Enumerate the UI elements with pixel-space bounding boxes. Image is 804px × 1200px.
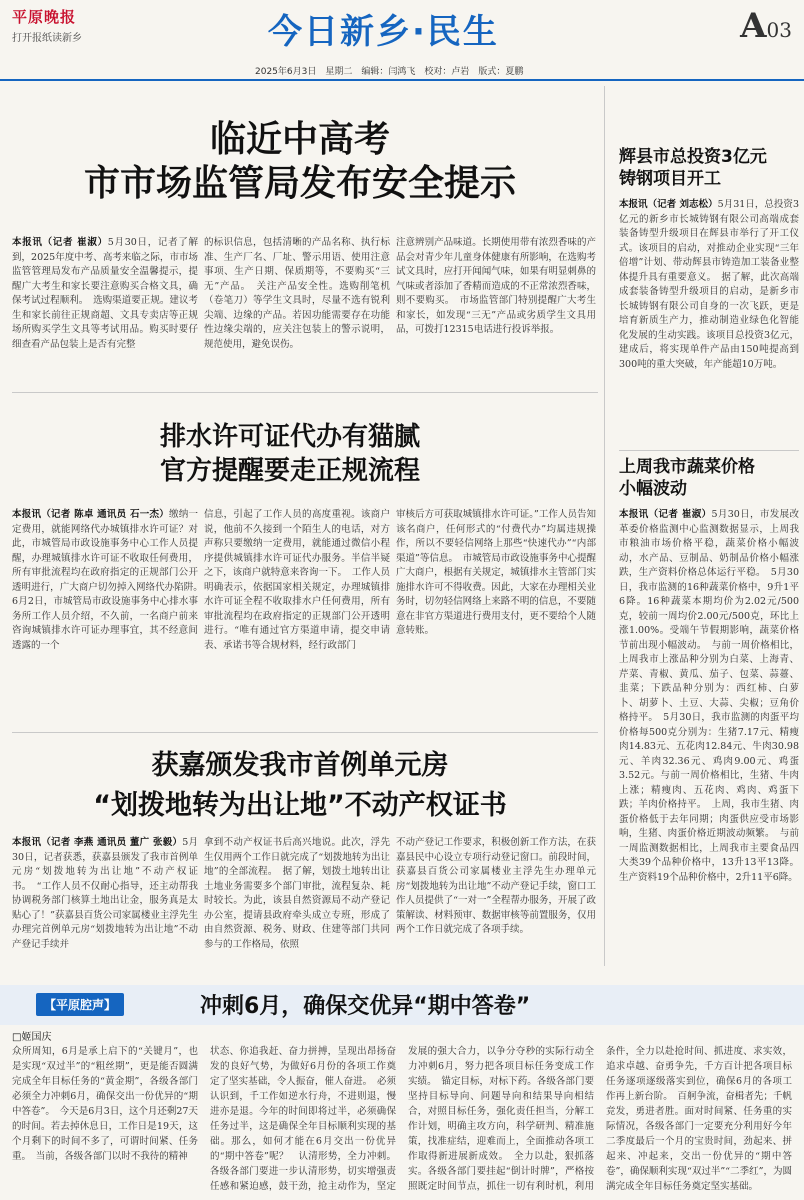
story3-headline-line2: “划拨地转为出让地”不动产权证书 — [93, 790, 507, 821]
story2-col1 — [12, 508, 198, 724]
story3-headline-line1: 获嘉颁发我市首例单元房 — [151, 750, 449, 781]
brand-name: 平原晚报 — [12, 8, 77, 26]
masthead — [0, 0, 804, 80]
story2-col1-text: 缴纳一定费用，就能网络代办城镇排水许可证？对此，市城管局市政设施事务中心工作人员提醒，办理城镇排水许可证不收取任何费用，所有审批流程均在政府指定的正规部门公开透明进行，广大商户切勿掉入网络代办陷阱。 6月2日，市城管局市政设施事务中心排水事务所工作人员介绍，不久前，一名商户前来咨询城镇排水许可证办理事宜，其不经意间透露的一个 — [12, 509, 198, 651]
page-letter: A — [740, 6, 767, 46]
right-sidebar — [604, 86, 804, 966]
sidebar-divider — [619, 450, 799, 451]
section-title: 今日新乡·民生 — [268, 12, 499, 52]
story1-col1-text: 5月30日，记者了解到，2025年度中考、高考来临之际，市市场监管管理局发布产品质量安全温馨提示，提醒广大考生和家长要注意购买合格文具，确保考试过程顺利。 选购渠道要正规。建议考生和家长前往正规商超、文具专卖店等正规场所购买学生文具等考试用品。购买时要仔细查看产品包装上是否有完整 — [12, 237, 198, 350]
side1-body-text: 5月31日，总投资3亿元的新乡市长城铸钢有限公司高端成套装备铸型升级项目在辉县市举行了开工仪式。该项目的启动，对推动企业实现“三年倍增”计划、带动辉县市铸造加工装备业整体提升具有重要意义。 据了解，此次高端成套装备铸型升级项目的启动，是新乡市长城铸钢有限公司自身的一次飞跃，更是培育新质生产力，推动制造业绿色化智能化发展的生动实践。该项目总投资3亿元，建成后，将实现单件产品由150吨提高到300吨的重大突破，年产能超10万吨。 — [619, 199, 799, 370]
side1-byline: 本报讯（记者 刘志松） — [619, 199, 718, 210]
story1-col1 — [12, 236, 198, 374]
divider-1 — [12, 392, 598, 393]
story3-col1 — [12, 836, 198, 974]
story2-col2: 信息，引起了工作人员的高度重视。该商户说，他前不久接到一个陌生人的电话，对方声称只要缴纳一定费用，就能通过微信小程序提供城镇排水许可证代办服务。半信半疑之下，该商户就特意来咨询一下。 工作人员明确表示，依据国家相关规定，办理城镇排水许可证全程不收取排水户任何费用，所有审批流程均在政府指定的正规部门公开透明进行。“唯有通过官方渠道申请，提交申请表、承诺书等合规材料，经行政部门 — [204, 509, 390, 651]
side1-body — [619, 198, 799, 444]
opinion-col1: 众所周知，6月是承上启下的“关键月”，也是实现“双过半”的“粗丝期”，更是能否圆满完成全年目标任务的“黄金期”，各级各部门必须全力冲刺6月，确保交出一份优异的“期中答卷”。 今天是6月3日，这个月还剩27天的时间。若去掉休息日，工作日是19天，这个月剩下的时间不多了，可谓时间紧、任务重。 当前，各级各部门以时不我待的精神 — [12, 1046, 198, 1162]
story1-col2: 的标识信息，包括清晰的产品名称、执行标准、生产厂名、厂址、警示用语、使用注意事项、生产日期、保质期等，不要购买“三无”产品。 关注产品安全性。选购削笔机（卷笔刀）等学生文具时，尽量不选有锐利尖端、边缘的产品。若因功能需要存在功能性边缘尖端的，应关注包装上的警示说明，规范使用，避免误伤。 — [204, 237, 390, 350]
side2-headline-line1: 上周我市蔬菜价格 — [619, 457, 755, 477]
story2-headline — [90, 420, 490, 488]
side1-headline — [619, 146, 767, 190]
opinion-col4: 条件，全力以赴抢时间、抓进度、求实效，追求卓越、奋勇争先，千方百计把各项目标任务逐项逐级落实到位，确保6月的各项工作再上新台阶。 百舸争流，奋楫者先；千帆竞发，勇进者胜。面对时间紧、任务重的实际情况，各级各部门一定要充分利用好今年二季度最后一个月的宝贵时间，劲起来、拼起来、冲起来，交出一份优异的“期中答卷”，确保顺利实现“双过半”“二季红”，为圆满完成全年目标任务奠定坚实基础。 — [606, 1046, 792, 1192]
story3-headline — [40, 746, 560, 826]
side2-body — [619, 508, 799, 958]
story1-byline: 本报讯（记者 崔淑） — [12, 237, 108, 248]
story2-col3: 审核后方可获取城镇排水许可证。”工作人员告知该名商户，任何形式的“付费代办”均属违规操作，所以不要轻信网络上那些“快速代办”“内部渠道”等信息。 市城管局市政设施事务中心提醒广大商户，根据有关规定，城镇排水主管部门实施排水许可不得收费。因此，大家在办理相关业务时，切勿轻信网络上来路不明的信息，不要随意在非官方渠道进行费用支付，更不要给个人随意转账。 — [396, 509, 596, 636]
side1-headline-line2: 铸钢项目开工 — [619, 169, 721, 189]
opinion-col2: 状态、你追我赶、奋力拼搏，呈现出昂扬奋发的良好气势，为做好6月份的各项工作奠定了坚实基础，令人振奋，催人奋进。 必须认识到，千工作如逆水行舟，不进则退，慢进亦是退。今年的时间即将过半，必须确保任务过半，这是确保全年目标顺利实现的基础。那么，如何才能在6月交出一份优异的“期中答卷”呢？ 认清形势，全力冲刺。各级各部门要进一步认清形势，切实增强责任感和紧迫感，鼓干劲，抢主动作为，坚定 — [210, 1046, 396, 1192]
column-logo: 【平原腔声】 — [36, 993, 124, 1016]
story2-headline-line1: 排水许可证代办有猫腻 — [159, 422, 420, 452]
side2-headline — [619, 456, 755, 500]
brand — [12, 6, 112, 44]
brand-slogan: 打开报纸读新乡 — [12, 33, 82, 44]
opinion-banner — [0, 985, 804, 1025]
side2-headline-line2: 小幅波动 — [619, 479, 687, 499]
opinion-author: □姬国庆 — [12, 1032, 52, 1043]
divider-2 — [12, 732, 598, 733]
issue-meta: 2025年6月3日 星期二 编辑：闫鸿飞 校对：卢岩 版式：夏鹏 — [255, 67, 524, 77]
side2-body-text: 5月30日，市发展改革委价格监测中心监测数据显示，上周我市粮油市场价格平稳，蔬菜价格小幅波动，水产品、豆制品、奶制品价格小幅涨跌，生产资料价格总体运行平稳。 5月30日，我市监测的16种蔬菜价格中，9升1平6降。16种蔬菜本期均价为2.02元/500克，较前一周均价2.00元/500克，环比上涨1.00%。受端午节假期影响，蔬菜价格节前出现小幅波动。 与前一周价格相比，上周我市上涨品种分别为白菜、上海青、芹菜、青椒、黄瓜、茄子、包菜、蒜薹、韭菜；下跌品种分别为：西红柿、白萝卜、胡萝卜、土豆、大蒜、尖椒；豆角价格持平。 5月30日，我市监测的肉蛋平均价格每500克分别为：生猪7.17元、精瘦肉14.83元、五花肉12.84元、牛肉30.98元、羊肉32.36元、鸡肉9.00元、鸡蛋3.52元。与前一周价格相比，生猪、牛肉上涨；精瘦肉、五花肉、鸡肉、鸡蛋下跌；羊肉价格持平。 上周，我市生猪、肉蛋价格低于去年同期；肉蛋供应受市场影响，生猪、肉蛋价格近期波动频繁。 与前一周监测数据相比，上周我市主要食品四大类39个品种价格中，13升13平13降。生产资料19个品种价格中，2升11平6降。 — [619, 509, 799, 883]
page-digits: 03 — [766, 18, 792, 42]
story1-headline-line2: 市市场监管局发布安全提示 — [83, 163, 516, 204]
opinion-col3: 发展的强大合力，以争分夺秒的实际行动全力冲刺6月，努力把各项目标任务变成工作实绩。 锚定目标，对标下药。各级各部门要坚持目标导向、问题导向和结果导向相结合，对照目标任务，强化责任担当，分解工作计划，明确主攻方向，科学研判、精准施策，找准症结，迎难而上，全面推动各项工作取得新进展新成效。 全力以赴，狠抓落实。各级各部门要挂起“倒计时牌”，严格按照既定时间节点，抓住一切有利时机，利用 — [408, 1046, 594, 1192]
side2-byline: 本报讯（记者 崔淑） — [619, 509, 712, 520]
page-number — [740, 6, 792, 46]
story3-col2: 拿到不动产权证书后高兴地说。此次，浮先生仅用两个工作日就完成了“划拨地转为出让地”的全部流程。 据了解，划拨土地转出让土地业务需要多个部门审批，流程复杂、耗时较长。为此，该县自然资源局不动产登记办公室，提请县政府牵头成立专班，形成了由自然资源、税务、财政、住建等部门共同参与的工作格局，依照 — [204, 837, 390, 950]
story3-col1-text: 5月30日，记者获悉，获嘉县颁发了我市首例单元房“划拨地转为出让地”不动产权证书。 “工作人员不仅耐心指导，还主动帮我协调税务部门核算土地出让金，服务真是太贴心了！”获嘉县百货公司家属楼业主浮先生办理完首例单元房“划拨地转为出让地”不动产登记手续并 — [12, 837, 198, 950]
story1-col3: 注意辨别产品味道。长期使用带有浓烈香味的产品会对青少年儿童身体健康有所影响，在选购考试文具时，应打开闻闻气味，如果有明显刺鼻的气味或者添加了香精而造成的不正常浓烈香味，则不要购买。 市场监管部门特别提醒广大考生和家长，如发现“三无”产品或劣质学生文具用品，可拨打12315电话进行投诉举报。 — [396, 237, 596, 335]
story1-headline — [60, 118, 540, 206]
opinion-headline: 冲刺6月，确保交优异“期中答卷” — [200, 994, 531, 1019]
story2-byline: 本报讯（记者 陈卓 通讯员 石一杰） — [12, 509, 169, 520]
side1-headline-line1: 辉县市总投资3亿元 — [619, 147, 767, 167]
masthead-rule — [0, 79, 804, 81]
story3-byline: 本报讯（记者 李燕 通讯员 董广 张毅） — [12, 837, 183, 848]
story3-col3: 不动产登记工作要求，积极创新工作方法，在获嘉县民中心设立专项行动登记窗口。前段时间，获嘉县百货公司家属楼业主浮先生办理单元房“划拨地转为出让地”不动产登记手续，窗口工作人员提供了“一对一”全程帮办服务，开展了政策解读、材料预审、数据审核等前置服务，仅用两个工作日就完成了各项手续。 — [396, 837, 596, 935]
story2-headline-line2: 官方提醒要走正规流程 — [159, 456, 420, 486]
story1-headline-line1: 临近中高考 — [209, 119, 390, 160]
